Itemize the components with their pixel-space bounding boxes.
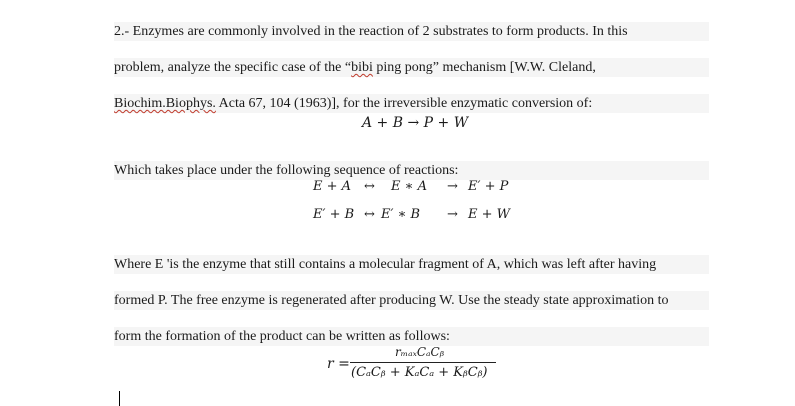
reaction1-complex: E ∗ A xyxy=(391,179,427,194)
paragraph1-line3 xyxy=(114,94,709,113)
reaction2-reversible-arrow: ↔ xyxy=(364,207,375,222)
paragraph1-line2 xyxy=(114,58,709,77)
reaction1-left: E + A xyxy=(313,179,352,194)
reaction2-arrow: → xyxy=(447,207,458,222)
paragraph3-line3 xyxy=(114,327,709,346)
fraction-bar xyxy=(350,362,496,363)
rate-equation-lhs: r = xyxy=(327,356,350,372)
rate-equation-denominator: (CₐCᵦ + KₐCₐ + KᵦCᵦ) xyxy=(351,365,488,380)
text: form the formation of the product can be written as follows: xyxy=(114,329,450,344)
rate-equation-numerator: rₘₐₓCₐCᵦ xyxy=(395,345,445,359)
paragraph2-line xyxy=(114,161,709,180)
spellcheck-word[interactable]: Biochim.Biophys. xyxy=(114,96,216,111)
paragraph3-line1 xyxy=(114,255,709,274)
text-cursor xyxy=(119,391,120,406)
text: Which takes place under the following sequence of reactions: xyxy=(114,163,459,178)
reaction2-left: E′ + B xyxy=(313,207,355,222)
reaction2-right: E + W xyxy=(468,207,511,222)
reaction2-complex: E′ ∗ B xyxy=(381,207,421,222)
text: Acta 67, 104 (1963)], for the irreversible enzymatic conversion of: xyxy=(215,96,593,111)
text: formed P. The free enzyme is regenerated after producing W. Use the steady state approximation to xyxy=(114,293,669,308)
reaction1-arrow: → xyxy=(447,179,458,194)
reaction1-reversible-arrow: ↔ xyxy=(364,179,375,194)
text: Where E 'is the enzyme that still contains a molecular fragment of A, which was left after having xyxy=(114,257,657,272)
text: problem, analyze the specific case of the “ xyxy=(114,60,352,75)
spellcheck-word[interactable]: bibi xyxy=(351,60,373,75)
text: ping pong” mechanism [W.W. Cleland, xyxy=(372,60,596,75)
paragraph1-line1 xyxy=(114,22,709,41)
text: 2.- Enzymes are commonly involved in the reaction of 2 substrates to form products. In this xyxy=(114,24,628,39)
paragraph3-line2 xyxy=(114,291,709,310)
overall-reaction-equation: A + B → P + W xyxy=(362,115,469,131)
reaction1-right: E′ + P xyxy=(468,179,509,194)
